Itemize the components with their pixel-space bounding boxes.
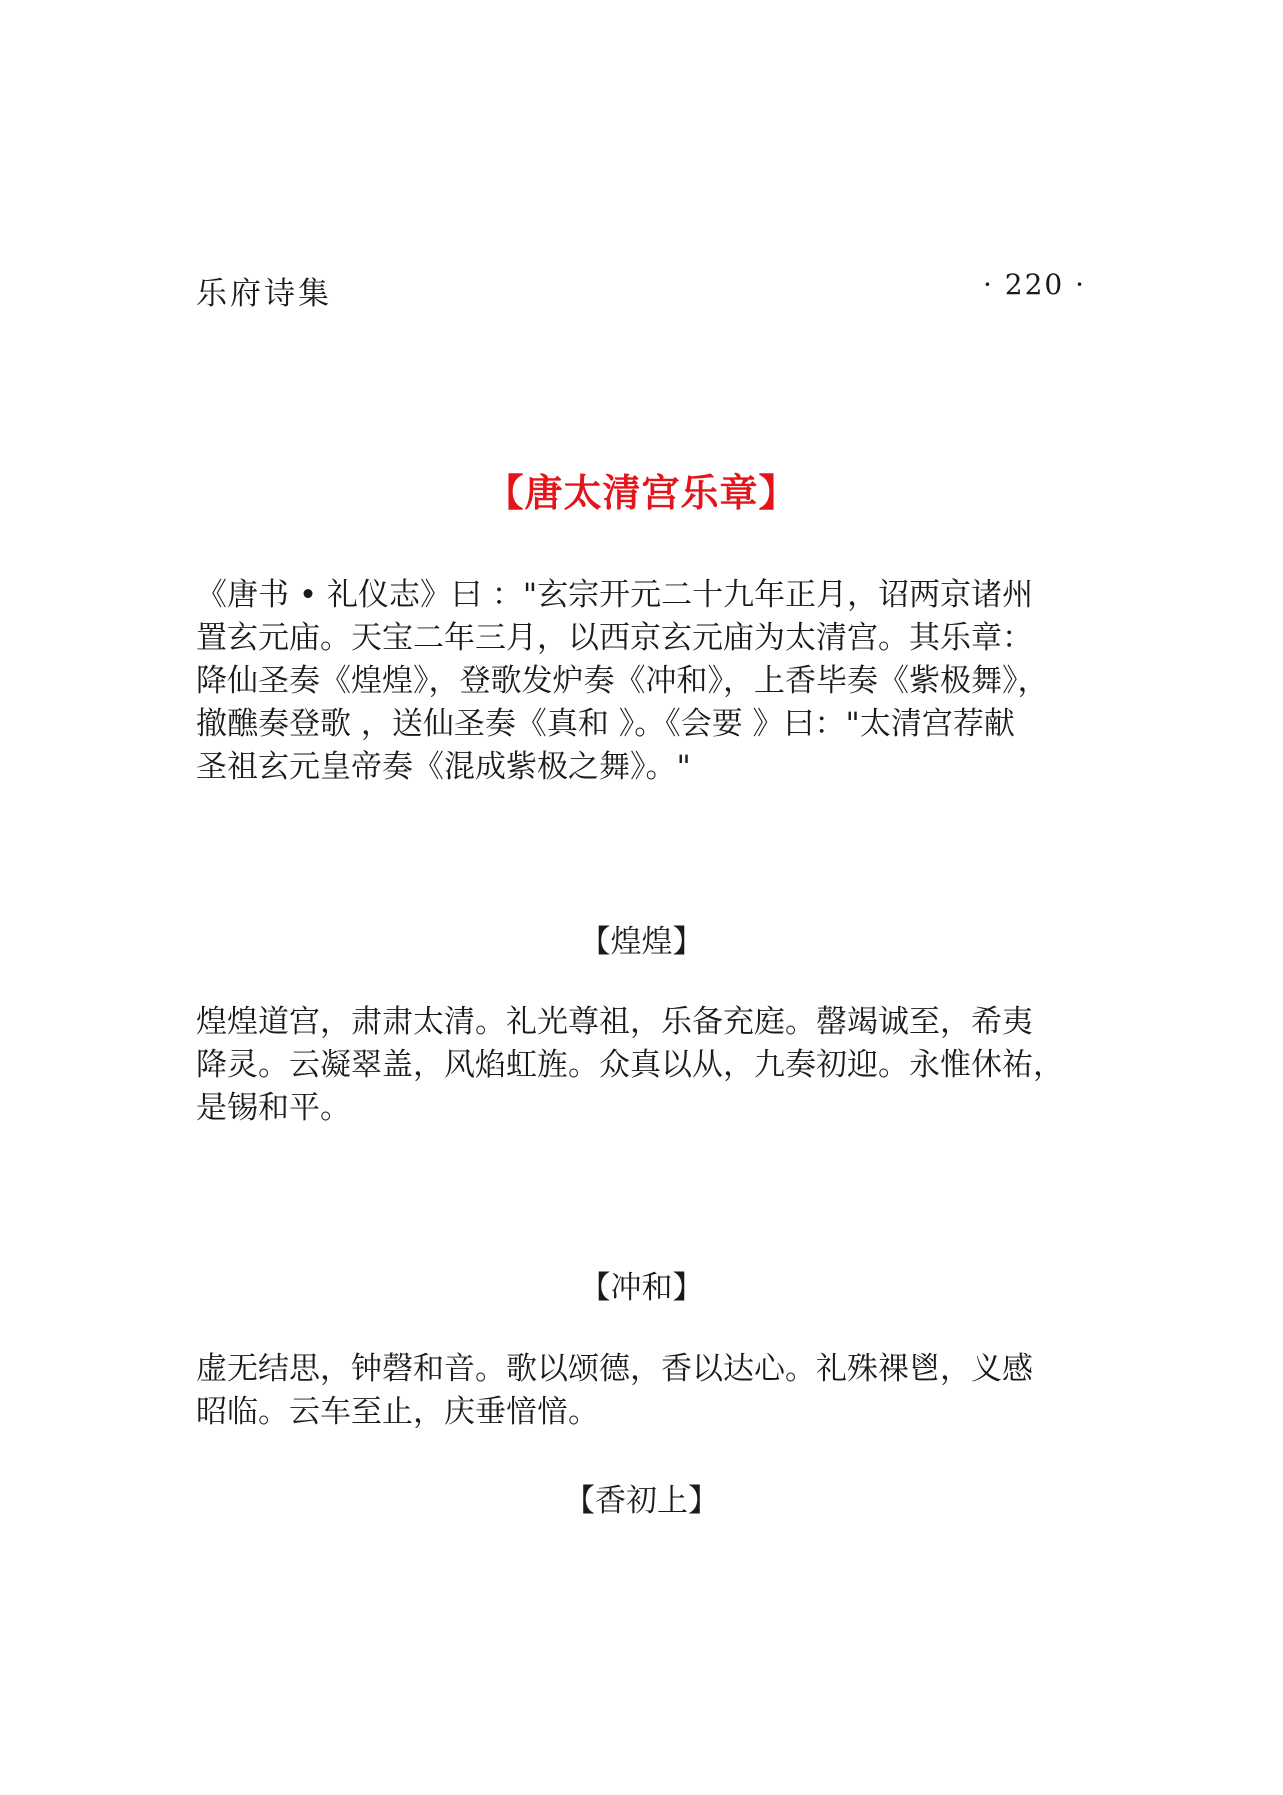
section-title-huanghuang: 【煌煌】	[579, 924, 704, 960]
poem-line: 降灵。云凝翠盖，风焰虹旌。众真以从，九奏初迎。永惟休祐，	[196, 1047, 1064, 1083]
intro-line: 降仙圣奏《煌煌》，登歌发炉奏《冲和》，上香毕奏《紫极舞》，	[196, 663, 1049, 699]
chapter-title: 【唐太清宫乐章】	[485, 471, 798, 515]
section-title-xiangchushang: 【香初上】	[564, 1483, 719, 1519]
intro-line: 置玄元庙。天宝二年三月，以西京玄元庙为太清宫。其乐章：	[196, 620, 1033, 656]
section-title-chonghe: 【冲和】	[579, 1270, 704, 1306]
book-title: 乐府诗集	[196, 276, 332, 312]
intro-line: 撤醮奏登歌 ，送仙圣奏《真和 》。《会要 》曰："太清宫荐献	[196, 706, 1015, 742]
intro-line: 圣祖玄元皇帝奏《混成紫极之舞》。"	[196, 749, 691, 785]
poem-line: 煌煌道宫，肃肃太清。礼光尊祖，乐备充庭。罄竭诚至，希夷	[196, 1004, 1033, 1040]
page-number: · 220 ·	[982, 268, 1086, 301]
intro-paragraph	[196, 574, 1096, 789]
intro-line: 《唐书 • 礼仪志》曰 ："玄宗开元二十九年正月，诏两京诸州	[196, 577, 1034, 613]
poem-line: 虚无结思，钟磬和音。歌以颂德，香以达心。礼殊祼鬯，义感	[196, 1351, 1033, 1387]
poem-line: 昭临。云车至止，庆垂愔愔。	[196, 1394, 599, 1430]
poem-line: 是锡和平。	[196, 1090, 351, 1126]
poem-huanghuang	[196, 1001, 1096, 1130]
poem-chonghe	[196, 1348, 1096, 1434]
running-header	[196, 268, 1086, 316]
